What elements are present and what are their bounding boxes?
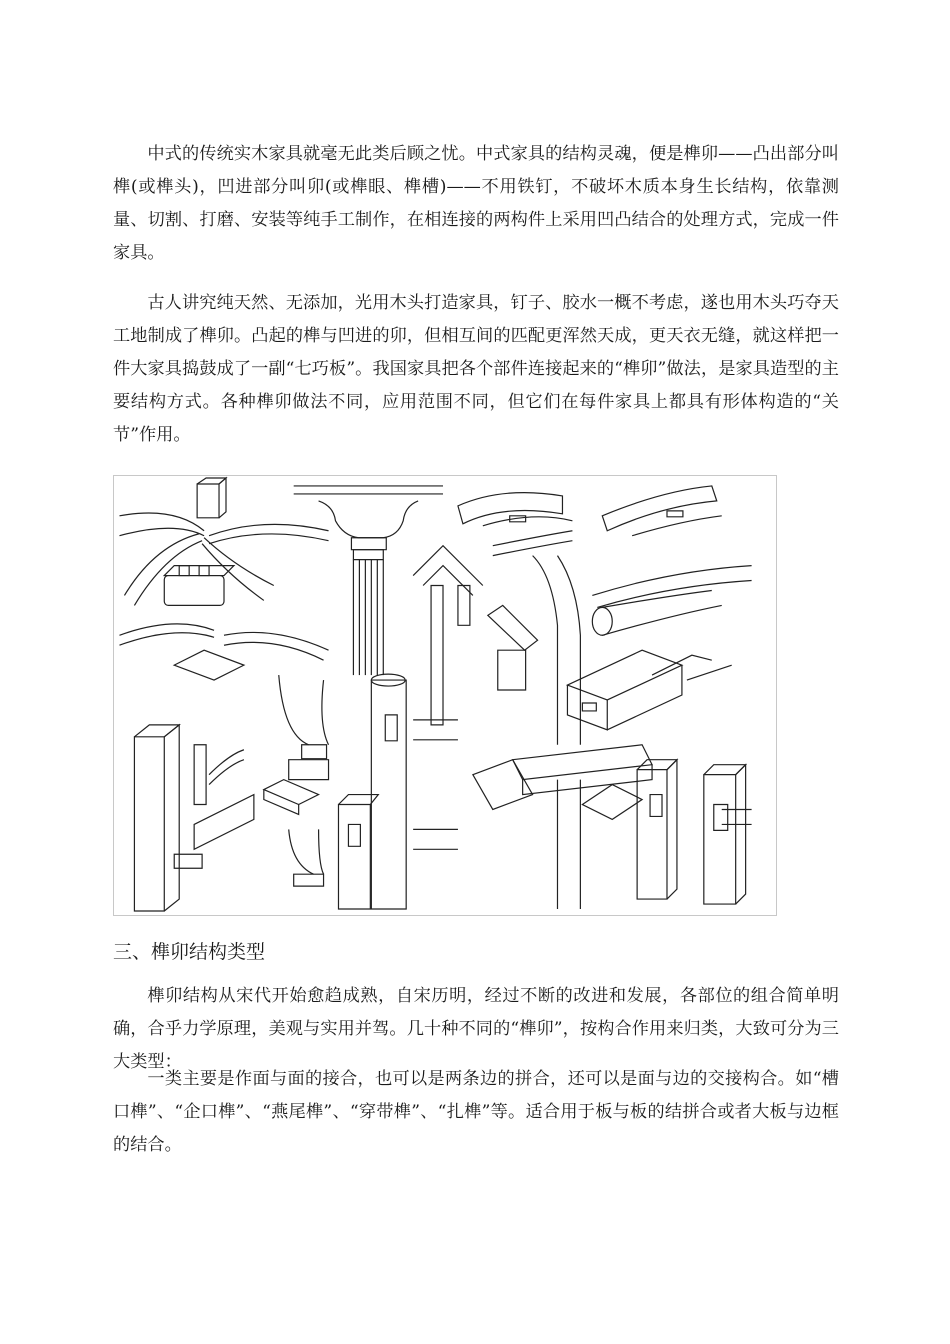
joint-drawing-square-posts-right <box>637 760 751 904</box>
section-heading: 三、榫卯结构类型 <box>113 941 266 963</box>
joint-drawing-curved-rails <box>458 486 752 635</box>
joint-drawing-table-leg <box>294 486 443 675</box>
joint-drawing-rectangular-tenon <box>567 650 731 730</box>
joint-drawing-square-post <box>338 674 457 909</box>
mortise-tenon-illustration <box>113 475 777 916</box>
joint-drawing-round-junction <box>119 478 328 605</box>
paragraph-history: 榫卯结构从宋代开始愈趋成熟，自宋历明，经过不断的改进和发展，各部位的组合简单明确，合乎力学原理，美观与实用并驾。几十种不同的“榫卯”，按构合作用来归类，大致可分为三大类型： <box>113 986 839 1072</box>
paragraph-type-one: 一类主要是作面与面的接合，也可以是两条边的拼合，还可以是面与边的交接构合。如“槽口榫”、“企口榫”、“燕尾榫”、“穿带榫”、“扎榫”等。适合用于板与板的结拼合或者大板与边框的结合。 <box>113 1069 839 1155</box>
joint-drawing-curved-leg <box>264 675 329 886</box>
joint-drawing-round-post <box>473 556 652 909</box>
paragraph-intro: 中式的传统实木家具就毫无此类后顾之忧。中式家具的结构灵魂，便是榫卯——凸出部分叫榫(或榫头)，凹进部分叫卯(或榫眼、榫槽)——不用铁钉，不破坏木质本身生长结构，依靠测量、切割、打磨、安装等纯手工制作，在相连接的两构件上采用凹凸结合的处理方式，完成一件家具。 <box>113 144 839 263</box>
joint-drawing-corner-post <box>413 546 537 725</box>
joint-drawing-frame-joint <box>119 624 328 911</box>
paragraph-nature: 古人讲究纯天然、无添加，光用木头打造家具，钉子、胶水一概不考虑，遂也用木头巧夺天工地制成了榫卯。凸起的榫与凹进的卯，但相互间的匹配更浑然天成，更天衣无缝，就这样把一件大家具捣鼓成了一副“七巧板”。我国家具把各个部件连接起来的“榫卯”做法，是家具造型的主要结构方式。各种榫卯做法不同，应用范围不同，但它们在每件家具上都具有形体构造的“关节”作用。 <box>113 293 839 445</box>
